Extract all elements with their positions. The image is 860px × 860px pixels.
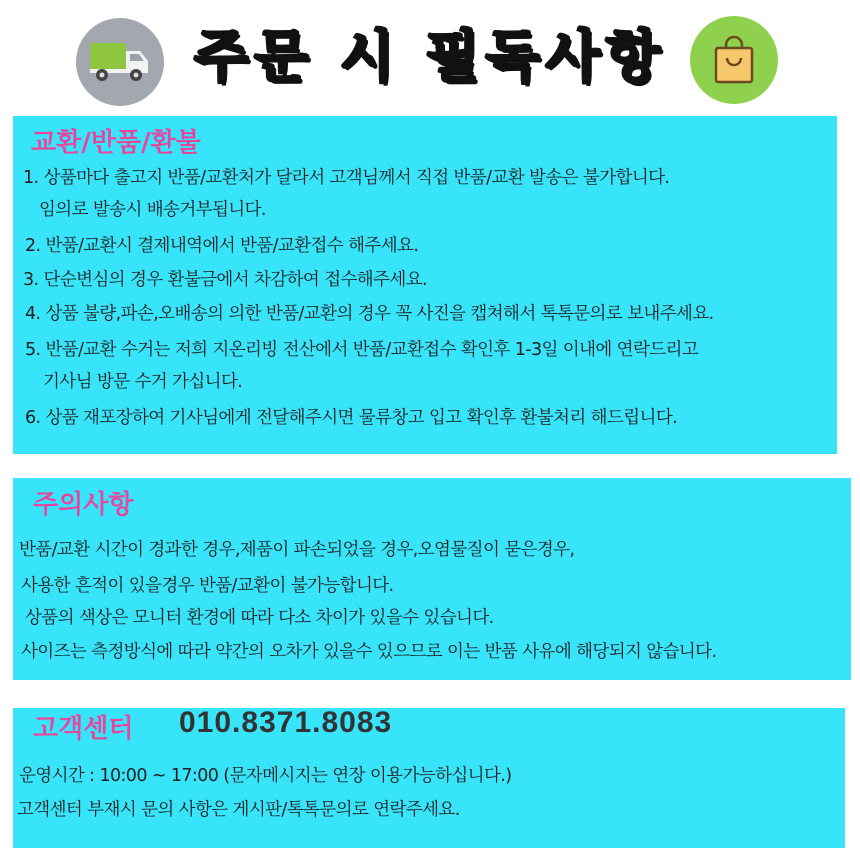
exchange-line-1: 1. 상품마다 출고지 반품/교환처가 달라서 고객님께서 직접 반품/교환 발송은 불가합니다. xyxy=(23,168,670,188)
exchange-line-6: 6. 상품 재포장하여 기사님에게 전달해주시면 물류창고 입고 확인후 환불처리 해드립니다. xyxy=(25,408,678,428)
customer-center-panel xyxy=(13,708,845,848)
phone-number[interactable]: 010.8371.8083 xyxy=(179,706,393,739)
exchange-line-2: 2. 반품/교환시 결제내역에서 반품/교환접수 해주세요. xyxy=(25,236,419,256)
exchange-return-panel xyxy=(13,116,837,454)
caution-line-1: 반품/교환 시간이 경과한 경우,제품이 파손되었을 경우,오염물질이 묻은경우, xyxy=(19,540,575,560)
absence-note: 고객센터 부재시 문의 사항은 게시판/톡톡문의로 연락주세요. xyxy=(17,800,460,820)
caution-line-2: 사용한 흔적이 있을경우 반품/교환이 불가능합니다. xyxy=(21,576,394,596)
caution-panel xyxy=(13,478,851,680)
header xyxy=(0,0,860,110)
exchange-return-title: 교환/반품/환불 xyxy=(31,128,201,158)
exchange-line-1b: 임의로 발송시 배송거부됩니다. xyxy=(39,200,266,220)
caution-line-3: 상품의 색상은 모니터 환경에 따라 다소 차이가 있을수 있습니다. xyxy=(25,608,494,628)
shopping-bag-icon xyxy=(711,34,757,86)
truck-icon xyxy=(88,39,152,85)
page-title: 주문 시 필독사항 xyxy=(194,25,666,90)
exchange-line-5: 5. 반품/교환 수거는 저희 지온리빙 전산에서 반품/교환접수 확인후 1-3일 이내에 연락드리고 xyxy=(25,340,699,360)
truck-icon-badge xyxy=(76,18,164,106)
exchange-line-4: 4. 상품 불량,파손,오배송의 의한 반품/교환의 경우 꼭 사진을 캡쳐해서 톡톡문의로 보내주세요. xyxy=(25,304,714,324)
exchange-line-5b: 기사님 방문 수거 가십니다. xyxy=(43,372,243,392)
customer-center-title: 고객센터 xyxy=(33,714,134,744)
operating-hours: 운영시간 : 10:00 ~ 17:00 (문자메시지는 연장 이용가능하십니다.) xyxy=(19,766,512,786)
shopping-bag-icon-badge xyxy=(690,16,778,104)
exchange-line-3: 3. 단순변심의 경우 환불금에서 차감하여 접수해주세요. xyxy=(23,270,427,290)
caution-line-4: 사이즈는 측정방식에 따라 약간의 오차가 있을수 있으므로 이는 반품 사유에 해당되지 않습니다. xyxy=(21,642,717,662)
caution-title: 주의사항 xyxy=(33,490,134,520)
